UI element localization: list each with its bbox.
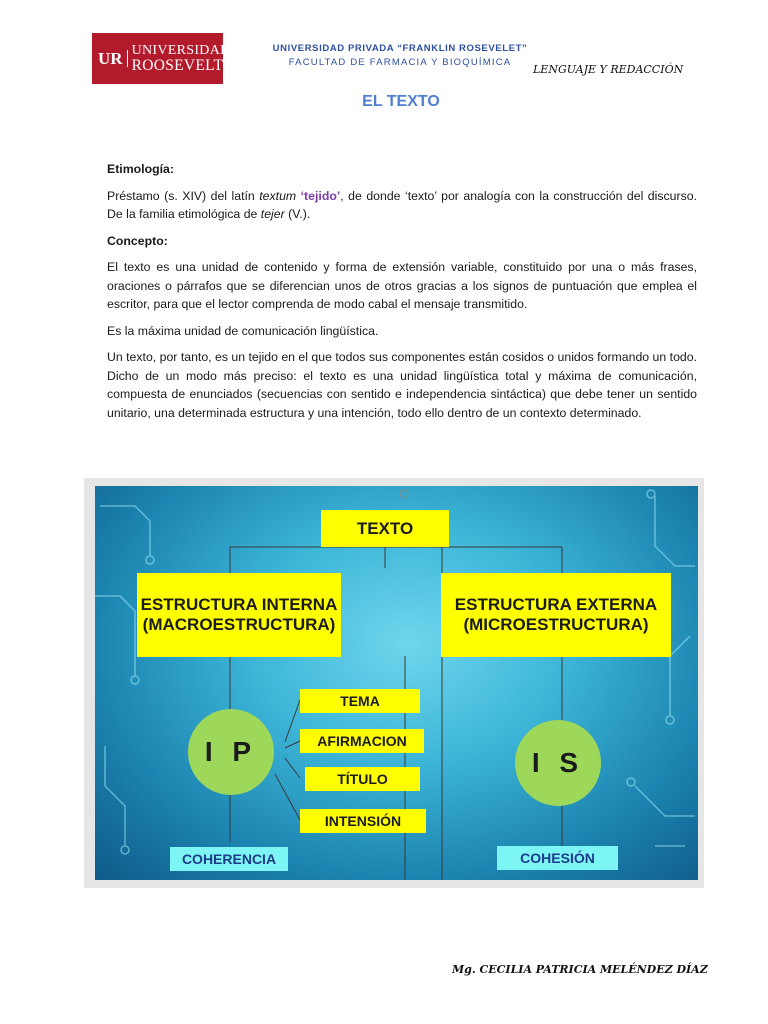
concepto-paragraph-3: Un texto, por tanto, es un tejido en el que todos sus componentes están cosidos o unidos formando un todo. Dicho de un modo más preciso: el texto es una unidad lingüística total y máxima de comunicación, compuesta de enunciados (secuencias con sentido e independencia sintáctica) que debe tener un sentido unitario, una determinada estructura y una intención, todo ello dentro de un contexto determinado. (107, 350, 697, 420)
coherencia-box: COHERENCIA (170, 847, 288, 871)
etimologia-tejer: tejer (260, 207, 285, 221)
university-header (250, 43, 550, 68)
estructura-interna-title: ESTRUCTURA INTERNA (140, 595, 338, 614)
concepto-paragraph-2: Es la máxima unidad de comunicación lingüística. (107, 323, 379, 338)
etimologia-text-e: , de donde ‘texto’ por analogía con la construcción del discurso. De la familia etimológica de (107, 188, 698, 221)
afirmacion-box: AFIRMACION (300, 729, 424, 753)
intension-box: INTENSIÓN (300, 809, 426, 833)
tema-box: TEMA (300, 689, 420, 713)
faculty-name: FACULTAD DE FARMACIA Y BIOQUÍMICA (288, 57, 512, 68)
etimologia-highlight: ‘tejido’ (300, 188, 341, 203)
texto-box: TEXTO (321, 510, 449, 547)
etimologia-heading: Etimología: (107, 162, 174, 176)
ip-circle: I P (188, 709, 274, 795)
document-body (107, 160, 697, 430)
logo-line1: UNIVERSIDAD (131, 42, 231, 58)
estructura-externa-title: ESTRUCTURA EXTERNA (454, 595, 658, 614)
cohesion-box: COHESIÓN (497, 846, 618, 870)
concepto-paragraph-1: El texto es una unidad de contenido y forma de extensión variable, constituido por una o más frases, oraciones o párrafos que se diferencian unos de otros gracias a los signos de puntuación que emplea el escritor, para que el lector comprenda de modo cabal el mensaje transmitido. (107, 260, 697, 311)
top-handle (400, 490, 408, 498)
course-name: LENGUAJE Y REDACCIÓN (533, 63, 684, 76)
etimologia-paragraph (107, 187, 697, 224)
logo-text (132, 44, 231, 74)
university-name: UNIVERSIDAD PRIVADA “FRANKLIN ROSEVELET” (272, 43, 528, 54)
etimologia-text-g: (V.). (284, 207, 311, 221)
titulo-box: TÍTULO (305, 767, 420, 791)
estructura-interna-box (137, 573, 341, 657)
university-logo (92, 33, 231, 84)
etimologia-text-a: Préstamo (s. XIV) del latín (107, 188, 260, 203)
author-footer: Mg. CECILIA PATRICIA MELÉNDEZ DÍAZ (452, 963, 708, 976)
etimologia-latin-word: textum (259, 188, 297, 203)
concepto-heading: Concepto: (107, 233, 168, 248)
diagram-figure (95, 486, 698, 880)
logo-mark: UR (98, 50, 128, 67)
estructura-externa-box (441, 573, 671, 657)
page-title: EL TEXTO (362, 93, 440, 110)
is-circle: I S (515, 720, 601, 806)
logo-line2: ROOSEVELT (131, 56, 224, 74)
microestructura-label: (MICROESTRUCTURA) (463, 615, 649, 634)
macroestructura-label: (MACROESTRUCTURA) (142, 615, 336, 634)
